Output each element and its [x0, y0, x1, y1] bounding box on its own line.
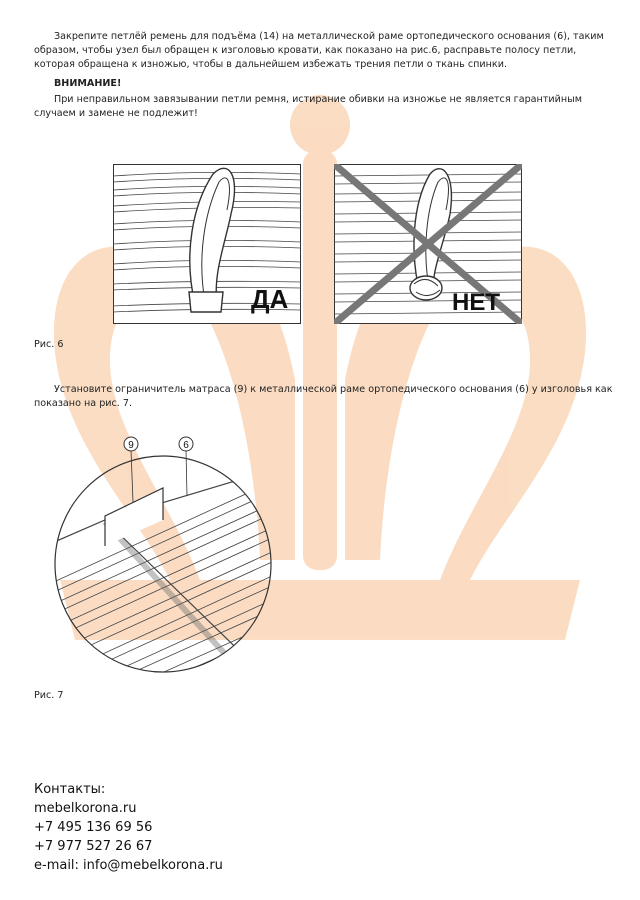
contacts-phone-1[interactable]: +7 495 136 69 56: [34, 820, 153, 835]
instruction-paragraph-3: Установите ограничитель матраса (9) к металлической раме ортопедического основания (6) у изголовья как показано на рис. 7.: [34, 384, 613, 409]
contacts-email-link[interactable]: e-mail: info@mebelkorona.ru: [34, 858, 223, 873]
incorrect-label: НЕТ: [452, 289, 500, 316]
figure-6-incorrect-illustration: [334, 164, 522, 324]
callout-6: 6: [183, 440, 189, 451]
figure-7-caption: Рис. 7: [34, 690, 64, 701]
correct-label: ДА: [251, 284, 289, 314]
contacts-title: Контакты:: [34, 782, 106, 797]
contacts-block: [34, 780, 223, 875]
contacts-website-link[interactable]: mebelkorona.ru: [34, 801, 137, 816]
figure-7-illustration: [45, 436, 285, 676]
callout-9: 9: [128, 440, 134, 451]
instruction-paragraph-1: Закрепите петлёй ремень для подъёма (14) на металлической раме ортопедического основания (6), таким образом, чтобы узел был обращен к изголовью кровати, как показано на рис.6, расправьте полосу петли, которая обращена к изножью, чтобы в дальнейшем избежать трения петли о ткань спинки.: [34, 31, 604, 70]
figure-6-caption: Рис. 6: [34, 339, 64, 350]
instruction-paragraph-2: При неправильном завязывании петли ремня, истирание обивки на изножье не является гарантийным случаем и замене не подлежит!: [34, 94, 582, 119]
contacts-phone-2[interactable]: +7 977 527 26 67: [34, 839, 153, 854]
warning-title: ВНИМАНИЕ!: [54, 78, 122, 89]
figure-6-correct-illustration: [113, 164, 301, 324]
